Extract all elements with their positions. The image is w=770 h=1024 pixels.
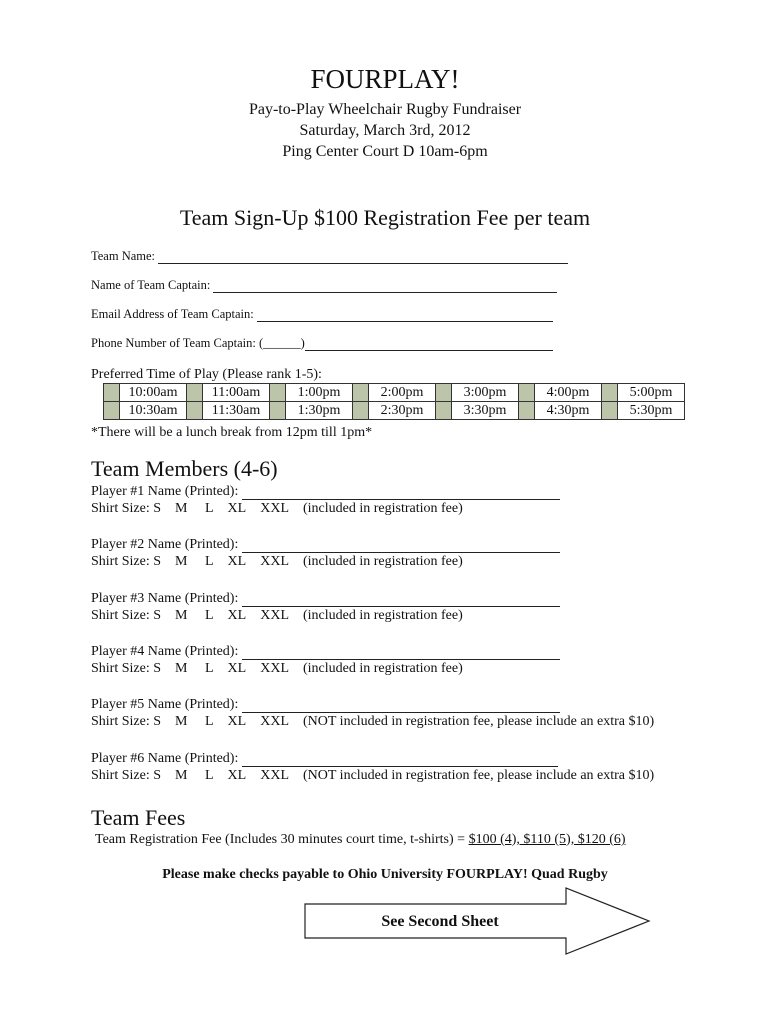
fee-note: (NOT included in registration fee, please include an extra $10) [303, 714, 655, 729]
shirt-size-label: Shirt Size: [91, 608, 150, 623]
size-option[interactable]: L [204, 661, 214, 676]
fee-note: (included in registration fee) [303, 554, 463, 569]
subtitle-line-2: Saturday, March 3rd, 2012 [299, 122, 471, 139]
rank-checkbox[interactable] [104, 384, 120, 402]
time-slot-row [104, 384, 685, 402]
size-option[interactable]: M [175, 661, 188, 676]
size-option[interactable]: XL [227, 661, 247, 676]
fees-heading: Team Fees [91, 805, 186, 830]
size-option[interactable]: M [175, 608, 188, 623]
captain-email-field[interactable] [91, 307, 553, 322]
size-option[interactable]: M [175, 554, 188, 569]
size-option[interactable]: L [204, 554, 214, 569]
see-second-sheet-label: See Second Sheet [381, 913, 499, 930]
player-name-label: Player #3 Name (Printed): [91, 591, 239, 606]
time-slot-table [103, 383, 685, 420]
checks-note: Please make checks payable to Ohio University FOURPLAY! Quad Rugby [162, 867, 608, 882]
team-name-field[interactable] [91, 249, 568, 264]
player-name-line[interactable] [242, 647, 560, 660]
size-option[interactable]: L [204, 501, 214, 516]
members-heading: Team Members (4-6) [91, 456, 278, 481]
size-option[interactable]: XXL [260, 768, 289, 783]
time-slot: 5:30pm [618, 402, 685, 420]
time-slot: 1:00pm [286, 384, 353, 402]
shirt-size-row [91, 714, 654, 730]
field-label: Name of Team Captain: [91, 278, 211, 292]
player-name-label: Player #2 Name (Printed): [91, 537, 239, 552]
size-option[interactable]: M [175, 714, 188, 729]
rank-checkbox[interactable] [104, 402, 120, 420]
rank-checkbox[interactable] [519, 402, 535, 420]
rank-checkbox[interactable] [187, 402, 203, 420]
shirt-size-label: Shirt Size: [91, 501, 150, 516]
player-name-field[interactable] [91, 751, 558, 767]
captain-email-line[interactable] [257, 309, 553, 322]
size-option[interactable]: XL [227, 501, 247, 516]
size-option[interactable]: S [153, 608, 162, 623]
rank-checkbox[interactable] [353, 402, 369, 420]
rank-checkbox[interactable] [436, 384, 452, 402]
shirt-size-label: Shirt Size: [91, 661, 150, 676]
size-option[interactable]: XXL [260, 714, 289, 729]
fee-note: (NOT included in registration fee, please include an extra $10) [303, 768, 655, 783]
size-option[interactable]: S [153, 554, 162, 569]
size-option[interactable]: M [175, 768, 188, 783]
time-slot: 3:00pm [452, 384, 519, 402]
fees-amounts: $100 (4), $110 (5), $120 (6) [468, 832, 626, 847]
player-name-label: Player #4 Name (Printed): [91, 644, 239, 659]
size-option[interactable]: L [204, 768, 214, 783]
preferred-time-label: Preferred Time of Play (Please rank 1-5): [91, 367, 322, 382]
time-slot: 3:30pm [452, 402, 519, 420]
shirt-size-row [91, 768, 654, 784]
player-name-label: Player #5 Name (Printed): [91, 697, 239, 712]
player-name-line[interactable] [242, 594, 560, 607]
rank-checkbox[interactable] [602, 384, 618, 402]
size-option[interactable]: XL [227, 768, 247, 783]
player-name-label: Player #6 Name (Printed): [91, 751, 239, 766]
time-slot: 1:30pm [286, 402, 353, 420]
shirt-size-row [91, 554, 463, 570]
player-name-field[interactable] [91, 644, 560, 660]
player-name-line[interactable] [242, 700, 560, 713]
fee-note: (included in registration fee) [303, 661, 463, 676]
size-option[interactable]: S [153, 714, 162, 729]
rank-checkbox[interactable] [436, 402, 452, 420]
player-name-line[interactable] [242, 540, 560, 553]
subtitle-line-3: Ping Center Court D 10am-6pm [282, 143, 488, 160]
fee-note: (included in registration fee) [303, 501, 463, 516]
lunch-note: *There will be a lunch break from 12pm till 1pm* [91, 425, 373, 440]
rank-checkbox[interactable] [353, 384, 369, 402]
document-title: FOURPLAY! [310, 64, 460, 94]
shirt-size-row [91, 501, 463, 517]
time-slot: 2:00pm [369, 384, 436, 402]
size-option[interactable]: XL [227, 608, 247, 623]
player-name-line[interactable] [242, 487, 560, 500]
time-slot: 2:30pm [369, 402, 436, 420]
rank-checkbox[interactable] [602, 402, 618, 420]
size-option[interactable]: M [175, 501, 188, 516]
time-slot: 4:30pm [535, 402, 602, 420]
player-name-label: Player #1 Name (Printed): [91, 484, 239, 499]
size-option[interactable]: S [153, 768, 162, 783]
size-option[interactable]: XL [227, 714, 247, 729]
field-label: Team Name: [91, 249, 156, 263]
player-name-field[interactable] [91, 697, 560, 713]
team-name-line[interactable] [158, 251, 568, 264]
player-name-field[interactable] [91, 591, 560, 607]
size-option[interactable]: XXL [260, 661, 289, 676]
size-option[interactable]: S [153, 661, 162, 676]
shirt-size-label: Shirt Size: [91, 768, 150, 783]
size-option[interactable]: L [204, 608, 214, 623]
shirt-size-label: Shirt Size: [91, 554, 150, 569]
shirt-size-row [91, 661, 463, 677]
time-slot: 10:30am [120, 402, 187, 420]
time-slot: 11:30am [203, 402, 270, 420]
field-label: Phone Number of Team Captain: (______) [91, 336, 305, 350]
fees-text: Team Registration Fee (Includes 30 minutes court time, t-shirts) = [95, 832, 469, 847]
captain-phone-line[interactable] [305, 338, 553, 351]
fee-note: (included in registration fee) [303, 608, 463, 623]
time-slot: 11:00am [203, 384, 270, 402]
fees-line [95, 832, 626, 848]
time-slot: 5:00pm [618, 384, 685, 402]
rank-checkbox[interactable] [187, 384, 203, 402]
time-slot: 4:00pm [535, 384, 602, 402]
time-slot: 10:00am [120, 384, 187, 402]
captain-name-line[interactable] [213, 280, 557, 293]
rank-checkbox[interactable] [270, 384, 286, 402]
size-option[interactable]: XXL [260, 501, 289, 516]
rank-checkbox[interactable] [270, 402, 286, 420]
player-name-field[interactable] [91, 537, 560, 553]
shirt-size-label: Shirt Size: [91, 714, 150, 729]
size-option[interactable]: L [204, 714, 214, 729]
size-option[interactable]: XXL [260, 608, 289, 623]
shirt-size-row [91, 608, 463, 624]
player-name-line[interactable] [242, 754, 558, 767]
subtitle-line-1: Pay-to-Play Wheelchair Rugby Fundraiser [248, 101, 522, 118]
rank-checkbox[interactable] [519, 384, 535, 402]
captain-name-field[interactable] [91, 278, 557, 293]
player-name-field[interactable] [91, 484, 560, 500]
signup-heading: Team Sign-Up $100 Registration Fee per team [179, 205, 591, 230]
captain-phone-field[interactable] [91, 336, 553, 351]
time-slot-row [104, 402, 685, 420]
field-label: Email Address of Team Captain: [91, 307, 254, 321]
size-option[interactable]: XXL [260, 554, 289, 569]
size-option[interactable]: XL [227, 554, 247, 569]
size-option[interactable]: S [153, 501, 162, 516]
